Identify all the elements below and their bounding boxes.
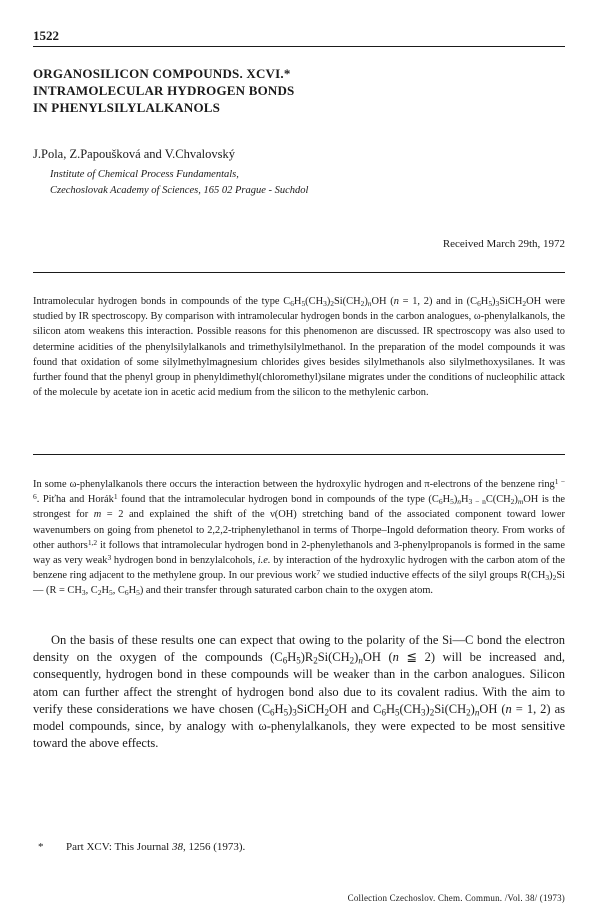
page-number: 1522 [33,28,59,43]
article-title [33,65,573,116]
affiliation-line-2: Czechoslovak Academy of Sciences, 165 02 Prague - Suchdol [50,185,309,196]
title-line-3: IN PHENYLSILYLALKANOLS [33,100,221,115]
intro-paragraph-2: On the basis of these results one can expect that owing to the polarity of the Si—C bond the electron density on the oxygen of the compounds $(C_6H_5)R_2Si(CH_2)_nOH$ (n ≦ 2) will be increased and, consequently, hydrogen bond in these compounds will be weaker than in the carbon analogues. Silicon atom can further affect the strenght of hydrogen bond also due to its covalent radius. With the aim to verify these considerations we have chosen $(C_6H_5)_3SiCH_2OH$ and $C_6H_5(CH_3)_2Si(CH_2)_nOH$ (n = 1, 2) as model compounds, since, by analogy with ω-phenylalkanols, they were expected to be most sensitive toward the above effects. [33,633,566,751]
abstract: Intramolecular hydrogen bonds in compounds of the type $C_6H_5(CH_3)_2Si(CH_2)_nOH$ (n = 1, 2) and in $(C_6H_5)_3SiCH_2OH$ were studied by IR spectroscopy. By comparison with intramolecular hydrogen bonds in the carbon analogues, ω-phenylalkanols, the silicon atom weakens this interaction. Possible reasons for this phenomenon are discussed. IR spectroscopy was also used to determine acidities of the phenylsilylalkanols and trimethylsilylmethanol. In the preparation of the model compounds it was found that oxidation of some silylmethylmagnesium chlorides gives besides silylmethanols also silylmethoxysilanes. It was further found that the phenyl group in phenyldimethyl(chloromethyl)silane migrates under the conditions of nucleophilic attack of the molecule by acetate ion in acetic acid medium from the silicon to the methylenic carbon. [33,296,566,399]
affiliation [50,167,308,199]
received-date: Received March 29th, 1972 [442,238,565,250]
journal-citation-line: Collection Czechoslov. Chem. Commun. /Vol. 38/ (1973) [347,893,565,903]
title-line-1: ORGANOSILICON COMPOUNDS. XCVI.* [33,66,291,81]
authors: J.Pola, Z.Papoušková and V.Chvalovský [33,147,235,161]
footnote-mark: * [38,841,44,853]
affiliation-line-1: Institute of Chemical Process Fundamentals, [50,169,239,180]
header-rule [33,46,565,47]
footnote: * Part XCV: This Journal 38, 1256 (1973). [38,841,246,853]
title-line-2: INTRAMOLECULAR HYDROGEN BONDS [33,83,295,98]
intro-paragraph-1: In some ω-phenylalkanols there occurs the interaction between the hydroxylic hydrogen and π-electrons of the benzene ring$^{1 - 6}$. Piťha and Horák$^1$ found that the intramolecular hydrogen bond in compounds of the type $(C_6H_5)_nH_{3 - n}C(CH_2)_mOH$ is the strongest for m = 2 and explained the shift of the ν(OH) stretching band of the associated component toward lower wavenumbers on going from phenetol to 2,2,2-triphenylethanol in terms of Thorpe–Ingold deformation theory. From works of other authors$^{1,2}$ it follows that intramolecular hydrogen bond in 2-phenylethanols and 3-phenylpropanols is formed in the same way as very weak$^3$ hydrogen bond in benzylalcohols, i.e. by interaction of the hydroxylic hydrogen with the carbon atom of the benzene ring adjacent to the methylene group. In our previous work$^7$ we studied inductive effects of the silyl groups $R(CH_3)_2Si—$ ($R = CH_3$, $C_2H_5$, $C_6H_5$) and their transfer through saturated carbon chain to the oxygen atom. [33,477,565,598]
abstract-top-rule [33,272,565,273]
abstract-bottom-rule [33,454,565,455]
